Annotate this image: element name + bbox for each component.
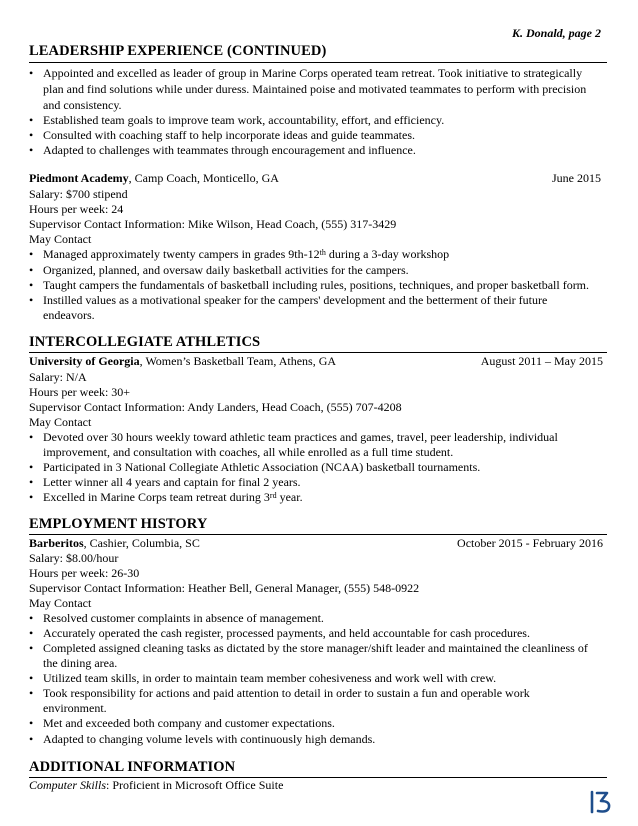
bullet-icon: • [29,430,34,444]
employer-name: University of Georgia [29,354,140,368]
list-item-continued: environment. [43,701,107,715]
bullet-icon: • [29,611,34,625]
page-header: K. Donald, page 2 [511,26,601,40]
bullet-icon: • [29,128,34,142]
job-salary: Salary: $700 stipend [29,187,128,201]
job-hours: Hours per week: 30+ [29,385,131,399]
resume-page: K. Donald, page 2 LEADERSHIP EXPERIENCE (CONTINUED) • Appointed and excelled as leader of group in Marine Corps operated team retreat. Took initiative to strategically plan and find solutions while under duress. Maintained poise and motivated teammates to perform with precision and consistency. • Established team goals to improve team work, accountability, effort, and efficiency. • Consulted with coaching staff to help incorporate ideas and guide teammates. • Adapted to challenges with teammates through encouragement and influence. Piedmont Academy, Camp Coach, Monticello, GA June 2015 Salary: $700 stipend Hours per week: 24 Supervisor Contact Information: Mike Wilson, Head Coach, (555) 317-3429 May Contact • Managed approximately twenty campers in grades 9th-12th during a 3-day workshop • Organized, planned, and oversaw daily basketball activities for the campers. • Taught campers the fundamentals of basketball including rules, positions, techniques, and proper basketball form. • Instilled values as a motivational speaker for the campers' development and the betterment of their future endeavors. INTERCOLLEGIATE ATHLETICS University of Georgia, Women’s Basketball Team, Athens, GA August 2011 – May 2015 Salary: N/A Hours per week: 30+ Supervisor Contact Information: Andy Landers, Head Coach, (555) 707-4208 May Contact • Devoted over 30 hours weekly toward athletic team practices and games, travel, peer leadership, individual improvement, and consultation with coaches, all while enrolled as a full time student. • Participated in 3 National Collegiate Athletic Association (NCAA) basketball tournaments. • Letter winner all 4 years and captain for final 2 years. • Excelled in Marine Corps team retreat during 3rd year. EMPLOYMENT HISTORY Barberitos, Cashier, Columbia, SC October 2015 - February 2016 Salary: $8.00/hour Hours per week: 26-30 Supervisor Contact Information: Heather Bell, General Manager, (555) 548-0922 May Contact • Resolved customer complaints in absence of management. • Accurately operated the cash register, processed payments, and held accountable for cash procedures. • Completed assigned cleaning tasks as dictated by the store manager/shift leader and maintained the cleanliness of the dining area. • Utilized team skills, in order to maintain team member cohesiveness and work well with crew. • Took responsibility for actions and paid attention to detail in order to sustain a fun and operable work environment. • Met and exceeded both company and customer expectations. • Adapted to changing volume levels with continuously high demands. ADDITIONAL INFORMATION Computer Skills: Proficient in Microsoft Office Suite [0,0,638,826]
job-detail: , Women’s Basketball Team, Athens, GA [139,354,337,368]
job-salary: Salary: N/A [29,370,87,384]
bullet-icon: • [29,490,34,504]
bullet-icon: • [29,671,34,685]
job-supervisor: Supervisor Contact Information: Heather Bell, General Manager, (555) 548-0922 [29,581,420,595]
job-salary: Salary: $8.00/hour [29,551,119,565]
list-item-continued: improvement, and consultation with coaches, all while enrolled as a full time student. [43,445,454,459]
section-title-additional: ADDITIONAL INFORMATION [29,759,236,775]
job-date: June 2015 [552,171,601,185]
bullet-icon: • [29,293,34,307]
bullet-icon: • [29,686,34,700]
bullet-icon: • [29,278,34,292]
skills-label: Computer Skills [29,778,106,792]
list-item-continued: and consistency. [43,98,122,112]
bullet-icon: • [29,732,34,746]
bullet-icon: • [29,641,34,655]
job-date: August 2011 – May 2015 [480,354,603,368]
section-rule [29,62,607,63]
skills-value: : Proficient in Microsoft Office Suite [106,778,284,792]
section-title-employment: EMPLOYMENT HISTORY [29,516,208,532]
employer-name: Barberitos [29,536,84,550]
list-item-continued: the dining area. [43,656,118,670]
job-date: October 2015 - February 2016 [457,536,603,550]
bullet-icon: • [29,113,34,127]
bullet-icon: • [29,475,34,489]
list-item-continued: endeavors. [43,308,95,322]
bullet-icon: • [29,460,34,474]
job-detail: , Cashier, Columbia, SC [83,536,200,550]
bullet-icon: • [29,626,34,640]
bullet-icon: • [29,143,34,157]
bullet-icon: • [29,247,34,261]
section-title-leadership: LEADERSHIP EXPERIENCE (CONTINUED) [29,43,327,59]
section-title-athletics: INTERCOLLEGIATE ATHLETICS [29,334,261,350]
job-heading [29,535,607,551]
job-heading [29,353,607,369]
job-heading [29,170,607,186]
list-item-continued: plan and find solutions while under duress. Maintained poise and motivated teammates to perform with precision [43,82,587,96]
job-detail: , Camp Coach, Monticello, GA [128,171,279,185]
job-contact: May Contact [29,415,92,429]
job-hours: Hours per week: 26-30 [29,566,140,580]
job-supervisor: Supervisor Contact Information: Andy Landers, Head Coach, (555) 707-4208 [29,400,402,414]
employer-name: Piedmont Academy [29,171,129,185]
job-contact: May Contact [29,596,92,610]
bullet-icon: • [29,716,34,730]
job-contact: May Contact [29,232,92,246]
bullet-icon: • [29,66,34,80]
job-supervisor: Supervisor Contact Information: Mike Wilson, Head Coach, (555) 317-3429 [29,217,397,231]
job-hours: Hours per week: 24 [29,202,124,216]
skills-line [29,777,607,793]
brand-logo-icon [586,786,616,816]
bullet-icon: • [29,263,34,277]
